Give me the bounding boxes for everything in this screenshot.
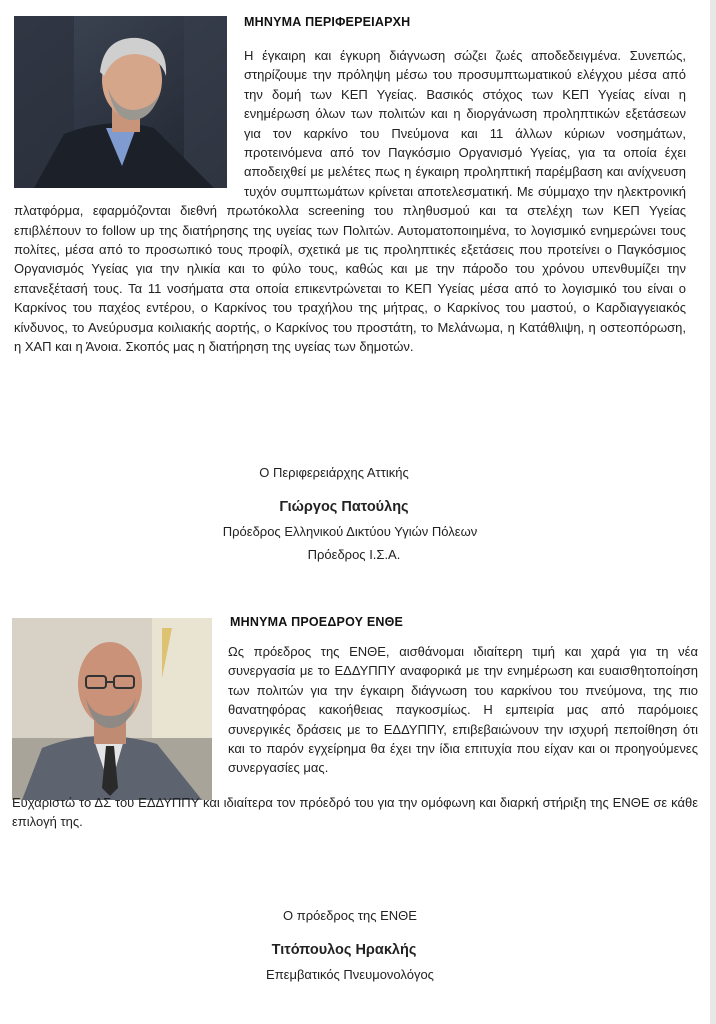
section-heading: ΜΗΝΥΜΑ ΠΡΟΕΔΡΟΥ ΕΝΘΕ	[230, 615, 404, 629]
signature-name: Γιώργος Πατούλης	[279, 499, 409, 515]
signature-title: Πρόεδρος Ι.Σ.Α.	[307, 547, 401, 562]
signature-name: Τιτόπουλος Ηρακλής	[271, 942, 417, 958]
message-body: Η έγκαιρη και έγκυρη διάγνωση σώζει ζωές αποδεδειγμένα. Συνεπώς, στηρίζουμε την πρόληψη μέσω του προσυμπτωματικού ελέγχου μέσα από την δομή των ΚΕΠ Υγείας. Βασικός στόχος των ΚΕΠ Υγείας είναι η ενημέρωση όλων των πολιτών και η διοργάνωση προληπτικών εξετάσεων για τον καρκίνο του Πνεύμονα και 11 άλλων κύριων νοσημάτων, προτεινόμενα από τον Παγκόσμιο Οργανισμό Υγείας, για τα οποία έχει αποδειχθεί με μελέτες πως η έγκαιρη προληπτική παρέμβαση και ανίχνευση τυχόν συμπτωμάτων κρίνεται αποτελεσματική. Με σύμμαχο την ηλεκτρονική πλατφόρμα, εφαρμόζονται διεθνή πρωτόκολλα screening του πληθυσμού και τα στελέχη των ΚΕΠ Υγείας επιβλέπουν το follow up της διατήρησης της υγείας των Πολιτών. Αυτοματοποιημένα, το λογισμικό ενημερώνει τους πολίτες, μέσα από το προσωπικό τους προφίλ, σχετικά με τις προληπτικές εξετάσεις που προτείνει ο Παγκόσμιος Οργανισμός Υγείας για την ηλικία και το φύλο τους, καθώς και με την πάροδο του χρόνου υπενθυμίζει την επανεξέτασή τους. Τα 11 νοσήματα στα οποία επικεντρώνεται το ΚΕΠ Υγείας μέσα από το λογισμικό του είναι ο Καρκίνος του παχέος εντέρου, ο Καρκίνος του τραχήλου της μήτρας, ο Καρκίνος του μαστού, ο Καρδιαγγειακός κίνδυνος, το Ανεύρυσμα κοιλιακής αορτής, ο Καρκίνος του προστάτη, το Μελάνωμα, η Κατάθλιψη, η οστεοπόρωση, η ΧΑΠ και η Άνοια. Σκοπός μας η διατήρηση της υγείας των δημοτών.	[14, 48, 686, 355]
message-body	[12, 642, 698, 832]
message-paragraph: Ως πρόεδρος της ΕΝΘΕ, αισθάνομαι ιδιαίτερη τιμή και χαρά για τη νέα συνεργασία με το ΕΔΔΥΠΠΥ αναφορικά με την ενημέρωση και ευαισθητοποίηση των πολιτών για την έγκαιρη διάγνωση του καρκίνου του πνεύμονα, της πιο θανατηφόρας κακοήθειας παγκοσμίως. Η εμπειρία μας από παρόμοιες συνεργικές δράσεις με το ΕΔΔΥΠΠΥ, επιβεβαιώνουν την ισχυρή πεποίθηση ότι και το παρόν εγχείρημα θα έχει την ίδια επιτυχία που είχαν και οι προηγούμενες συνεργασίες μας.	[228, 644, 698, 776]
signature-title: Επεμβατικός Πνευμονολόγος	[266, 967, 434, 982]
message-paragraph: Ευχαριστώ το ΔΣ του ΕΔΔΥΠΠΥ και ιδιαίτερα τον πρόεδρό του για την ομόφωνη και διαρκή στήριξη της ΕΝΘΕ σε κάθε επιλογή της.	[12, 794, 698, 830]
signature-title: Πρόεδρος Ελληνικού Δικτύου Υγιών Πόλεων	[222, 524, 478, 539]
signature-role: Ο πρόεδρος της ΕΝΘΕ	[283, 908, 417, 923]
signature-role: Ο Περιφερειάρχης Αττικής	[259, 465, 409, 480]
page-edge-shadow	[710, 0, 716, 1024]
section-heading: ΜΗΝΥΜΑ ΠΕΡΙΦΕΡΕΙΑΡΧΗ	[244, 15, 411, 29]
